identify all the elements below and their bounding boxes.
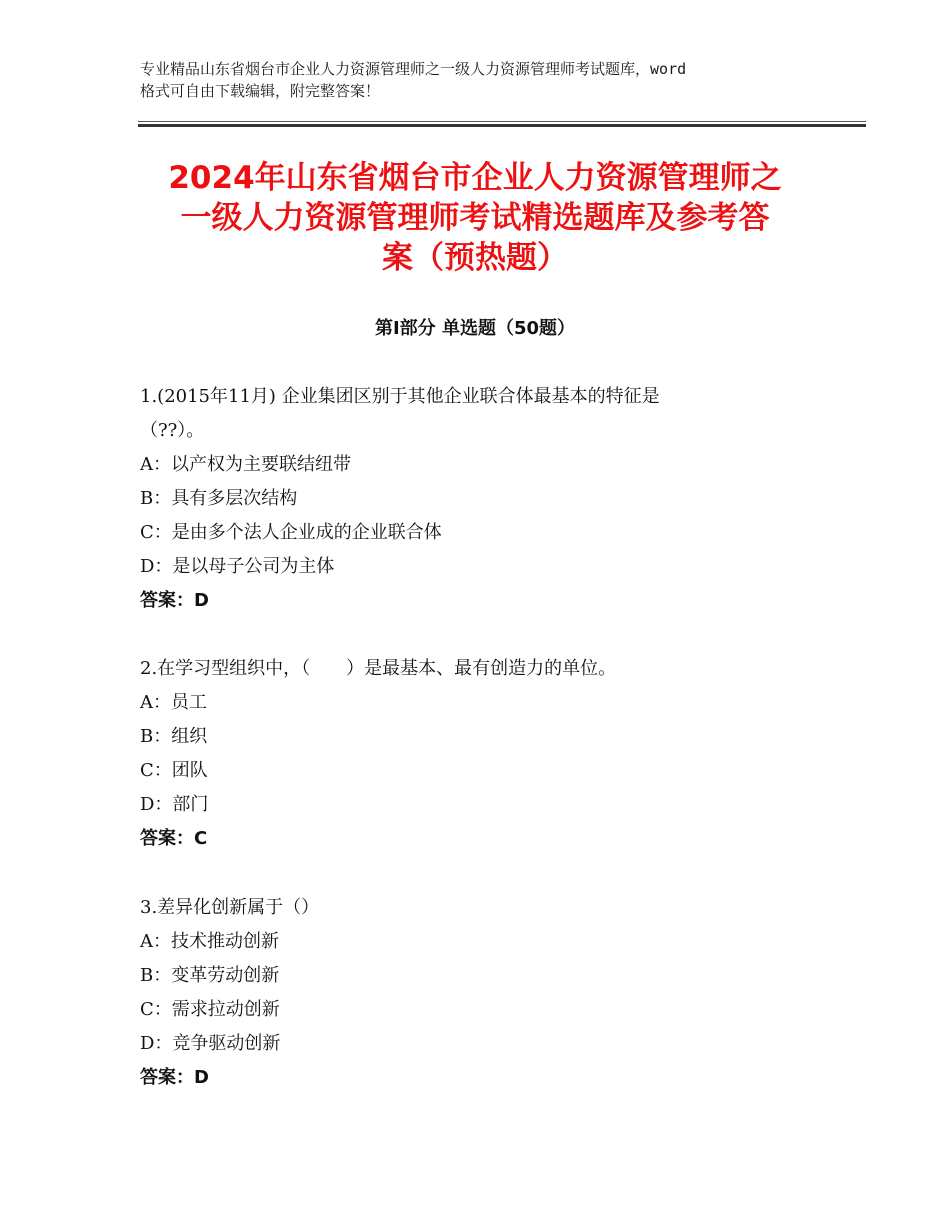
question-1 [140, 380, 840, 618]
answer: 答案：C [140, 828, 208, 849]
option-c: C：团队 [140, 760, 208, 781]
question-stem: 3.差异化创新属于（） [140, 897, 320, 918]
question-2 [140, 652, 840, 856]
document-title [120, 158, 830, 278]
option-a: A：技术推动创新 [140, 931, 279, 952]
question-stem: （??）。 [140, 420, 205, 441]
question-stem: 1.(2015年11月) 企业集团区别于其他企业联合体最基本的特征是 [140, 386, 660, 407]
option-d: D：部门 [140, 794, 209, 815]
header-note-line: 专业精品山东省烟台市企业人力资源管理师之一级人力资源管理师考试题库，word [140, 60, 687, 78]
option-c: C：需求拉动创新 [140, 999, 280, 1020]
question-3 [140, 891, 840, 1095]
header-note [140, 58, 840, 102]
document-title-line: 一级人力资源管理师考试精选题库及参考答 [180, 200, 770, 236]
option-b: B：具有多层次结构 [140, 488, 298, 509]
section-title: 第Ⅰ部分 单选题（50题） [374, 318, 575, 339]
option-b: B：组织 [140, 726, 208, 747]
header-divider-thick [138, 124, 866, 127]
answer: 答案：D [140, 590, 209, 611]
answer: 答案：D [140, 1067, 209, 1088]
option-d: D：是以母子公司为主体 [140, 556, 335, 577]
option-b: B：变革劳动创新 [140, 965, 280, 986]
question-stem: 2.在学习型组织中，（ ）是最基本、最有创造力的单位。 [140, 658, 617, 679]
option-a: A：员工 [140, 692, 207, 713]
document-title-line: 案（预热题） [382, 240, 568, 276]
header-divider-thin [138, 121, 866, 122]
option-d: D：竞争驱动创新 [140, 1033, 281, 1054]
header-note-line: 格式可自由下载编辑，附完整答案！ [140, 82, 381, 100]
option-a: A：以产权为主要联结纽带 [140, 454, 351, 475]
document-title-line: 2024年山东省烟台市企业人力资源管理师之 [168, 160, 782, 196]
option-c: C：是由多个法人企业成的企业联合体 [140, 522, 442, 543]
